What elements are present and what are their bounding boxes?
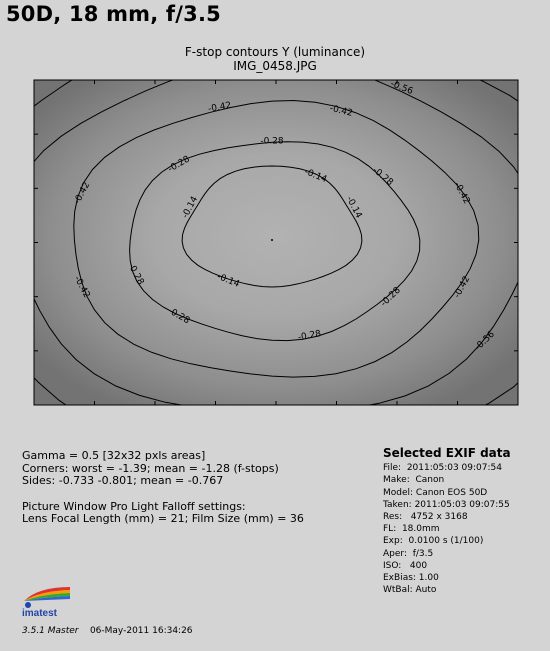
page-title: 50D, 18 mm, f/3.5: [6, 2, 221, 26]
date-text: 06-May-2011 16:34:26: [89, 626, 193, 636]
plot-area: [34, 80, 518, 405]
settings-text: Lens Focal Length (mm) = 21; Film Size (mm) = 36: [22, 512, 304, 525]
contour-label: -0.14: [302, 167, 329, 186]
contour-label: -0.28: [125, 261, 146, 287]
contour-label: -0.42: [452, 274, 473, 300]
exif-row: [383, 474, 511, 486]
contour-label: -0.28: [166, 306, 192, 327]
exif-value: 2011:05:03 09:07:55: [414, 499, 510, 510]
exif-panel: [383, 447, 511, 596]
exif-row: [383, 523, 511, 535]
contour-label: -0.42: [451, 180, 472, 206]
exif-value: 0.0100 s (1/100): [408, 536, 484, 547]
exif-value: f/3.5: [412, 548, 434, 559]
contour-label: -0.28: [297, 329, 322, 344]
settings-title: Picture Window Pro Light Falloff settings:: [22, 499, 246, 513]
exif-key: FL:: [383, 524, 402, 535]
exif-value: 18.0mm: [401, 524, 440, 535]
exif-key: Exp:: [383, 536, 409, 547]
contour-label: -0.42: [71, 274, 92, 300]
contour-label: -0.42: [207, 100, 233, 115]
contour-label: -0.14: [215, 271, 241, 290]
exif-value: Canon EOS 50D: [415, 487, 488, 498]
contour-label: -0.14: [180, 194, 201, 221]
exif-title: Selected EXIF data: [383, 446, 511, 460]
exif-row: [383, 572, 511, 584]
contour-label: -0.42: [72, 180, 93, 206]
exif-key: Make:: [383, 475, 416, 486]
gamma-text: Gamma = 0.5 [32x32 pxls areas]: [22, 449, 206, 462]
exif-value: 1.00: [418, 573, 439, 584]
footer: [22, 626, 193, 636]
exif-row: [383, 499, 511, 511]
exif-key: File:: [383, 463, 407, 474]
chart-subtitle: IMG_0458.JPG: [233, 59, 317, 73]
exif-value: 2011:05:03 09:07:54: [406, 463, 502, 474]
exif-row: [383, 548, 511, 560]
contour-label: -0.28: [260, 136, 284, 147]
logo-text: imatest: [22, 608, 58, 619]
exif-value: 400: [409, 560, 428, 571]
exif-row: [383, 584, 511, 596]
exif-row: [383, 535, 511, 547]
exif-value: Auto: [415, 585, 437, 596]
exif-key: Res:: [383, 512, 411, 523]
contour-label: -0.42: [328, 103, 354, 119]
contour-label: -0.14: [343, 194, 364, 221]
exif-row: [383, 487, 511, 499]
exif-row: [383, 560, 511, 572]
contour-label: -0.56: [388, 79, 415, 97]
exif-key: Taken:: [383, 499, 415, 510]
contour-label: -0.28: [166, 154, 192, 175]
center-point: [271, 239, 273, 241]
corners-text: Corners: worst = -1.39; mean = -1.28 (f-stops): [22, 461, 279, 475]
imatest-logo: [20, 585, 72, 619]
exif-key: Aper:: [383, 548, 413, 559]
contour-label: -0.28: [370, 165, 395, 189]
contour-label: -0.56: [473, 329, 497, 353]
analysis-summary: [22, 450, 304, 526]
exif-key: WtBal:: [383, 585, 416, 596]
exif-key: Model:: [383, 487, 416, 498]
exif-row: [383, 511, 511, 523]
exif-key: ExBias:: [383, 573, 419, 584]
exif-row: [383, 462, 511, 474]
exif-key: ISO:: [383, 560, 410, 571]
exif-value: 4752 x 3168: [410, 512, 468, 523]
chart-title: F-stop contours Y (luminance): [184, 45, 366, 59]
sides-text: Sides: -0.733 -0.801; mean = -0.767: [22, 474, 224, 487]
version-text: 3.5.1 Master: [22, 626, 79, 636]
exif-value: Canon: [415, 475, 445, 486]
contour-label: -0.28: [379, 285, 403, 309]
